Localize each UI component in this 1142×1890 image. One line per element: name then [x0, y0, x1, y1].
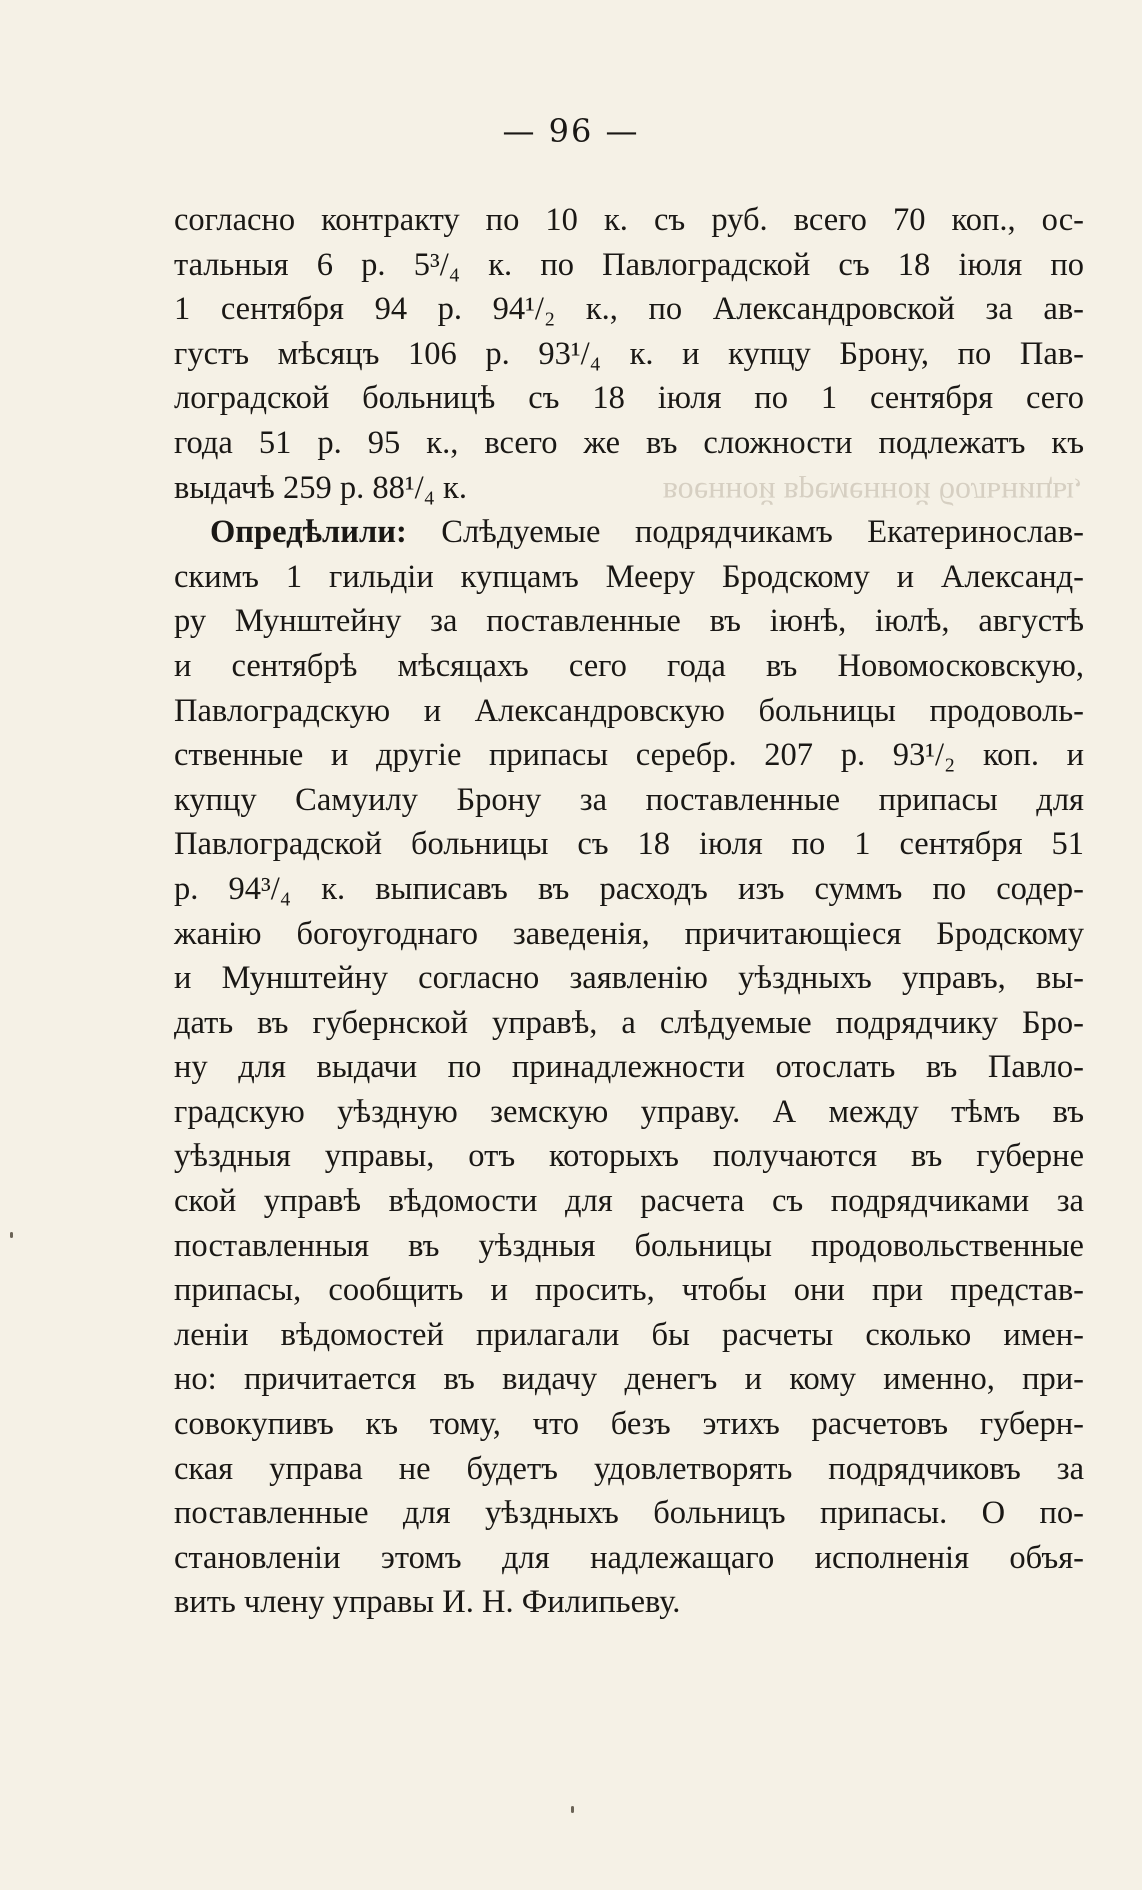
- resolution-heading: Опредѣлили:: [210, 514, 407, 551]
- text-line: года 51 р. 95 к., всего же въ сложности подлежатъ къ: [174, 424, 1084, 461]
- text-line: согласно контракту по 10 к. съ руб. всего 70 коп., ос-: [174, 202, 1084, 238]
- text-line: купцу Самуилу Брону за поставленные припасы для: [174, 781, 1084, 818]
- text-line: ской управѣ вѣдомости для расчета съ подрядчиками за: [174, 1183, 1084, 1220]
- text-line: припасы, сообщить и просить, чтобы они при представ-: [174, 1272, 1084, 1309]
- text-line: вить члену управы И. Н. Филипьеву.: [174, 1584, 681, 1621]
- bleed-through-text: военной временной больницы,: [662, 476, 1082, 512]
- text-line: густъ мѣсяцъ 106 р. 93¹/₄ к. и купцу Брону, по Пав-: [174, 335, 1084, 372]
- paper-speck: [571, 1806, 574, 1813]
- paragraph-2: [174, 510, 1084, 1625]
- text-line: дать въ губернской управѣ, а слѣдуемые подрядчику Бро-: [174, 1004, 1084, 1041]
- text-line: поставленныя въ уѣздныя больницы продовольственные: [174, 1227, 1084, 1264]
- text-line: поставленные для уѣздныхъ больницъ припасы. О по-: [174, 1495, 1084, 1532]
- paper-speck: [10, 1232, 13, 1238]
- page-number: — 96 —: [502, 112, 640, 150]
- text-line: выдачѣ 259 р. 88¹/₄ к.: [174, 469, 467, 506]
- text-line: ну для выдачи по принадлежности отослать въ Павло-: [174, 1049, 1084, 1086]
- text-line: [174, 510, 1084, 555]
- text-line: Павлоградской больницы съ 18 іюля по 1 сентября 51: [174, 826, 1084, 863]
- text-line: жанію богоугоднаго заведенія, причитающіеся Бродскому: [174, 915, 1084, 952]
- text-line: становленіи этомъ для надлежащаго исполненія объя-: [174, 1539, 1084, 1576]
- text-line: скимъ 1 гильдіи купцамъ Мееру Бродскому и Александ-: [174, 558, 1084, 595]
- text-line: Павлоградскую и Александровскую больницы продоволь-: [174, 692, 1084, 729]
- text-line: градскую уѣздную земскую управу. А между тѣмъ въ: [174, 1093, 1084, 1130]
- text-line: лоградской больницѣ съ 18 іюля по 1 сентября сего: [174, 380, 1084, 417]
- text-line: и Мунштейну согласно заявленію уѣздныхъ управъ, вы-: [174, 960, 1084, 997]
- text-line: р. 94³/₄ к. выписавъ въ расходъ изъ суммъ по содер-: [174, 870, 1084, 907]
- text-line: и сентябрѣ мѣсяцахъ сего года въ Новомосковскую,: [174, 647, 1084, 684]
- text-line: но: причитается въ видачу денегъ и кому именно, при-: [174, 1361, 1084, 1398]
- paragraph-1: [174, 198, 1084, 510]
- text-line: ская управа не будетъ удовлетворять подрядчиковъ за: [174, 1450, 1084, 1487]
- text-line: ру Мунштейну за поставленные въ іюнѣ, іюлѣ, августѣ: [174, 603, 1084, 640]
- text-line: совокупивъ къ тому, что безъ этихъ расчетовъ губерн-: [174, 1406, 1084, 1443]
- text-line: ственные и другіе припасы серебр. 207 р. 93¹/₂ коп. и: [174, 737, 1084, 774]
- body-text: [174, 198, 1084, 1625]
- text-line: уѣздныя управы, отъ которыхъ получаются въ губерне: [174, 1138, 1084, 1175]
- text-line: 1 сентября 94 р. 94¹/₂ к., по Александровской за ав-: [174, 291, 1084, 328]
- text-line: леніи вѣдомостей прилагали бы расчеты сколько имен-: [174, 1316, 1084, 1353]
- text-line-rest: Слѣдуемые подрядчикамъ Екатеринослав-: [406, 514, 1084, 551]
- text-line: тальныя 6 р. 5³/₄ к. по Павлоградской съ 18 іюля по: [174, 246, 1084, 283]
